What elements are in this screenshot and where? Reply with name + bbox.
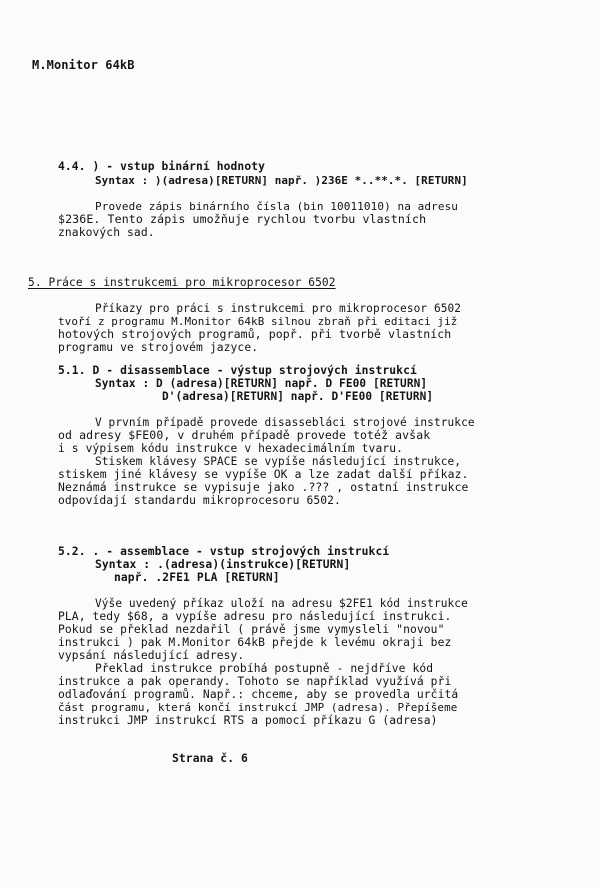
section-4-4-line: Provede zápis binárního čísla (bin 10011010) na adresu <box>95 200 459 213</box>
page-footer: Strana č. 6 <box>172 752 248 765</box>
section-4-4-heading: 4.4. ) - vstup binární hodnoty <box>58 160 266 173</box>
page-header: M.Monitor 64kB <box>32 58 135 72</box>
section-5-intro-line: Příkazy pro práci s instrukcemi pro mikroprocesor 6502 <box>95 302 462 315</box>
section-4-4-line: $236E. Tento zápis umožňuje rychlou tvorbu vlastních <box>58 212 427 226</box>
section-5-2-line: Výše uvedený příkaz uloží na adresu $2FE1 kód instrukce <box>95 597 468 610</box>
section-5-1-syntax: Syntax : D (adresa)[RETURN] např. D FE00 [RETURN] <box>95 377 428 390</box>
section-5-1-line: Neznámá instrukce se vypisuje jako .??? , ostatní instrukce <box>58 480 469 494</box>
section-5-2-line: Pokud se překlad nezdařil ( právě jsme vymysleli "novou" <box>58 623 445 636</box>
section-5-2-line: instrukci ) pak M.Monitor 64kB přejde k levému okraji bez <box>58 636 452 649</box>
section-5-2-syntax: Syntax : .(adresa)(instrukce)[RETURN] <box>95 558 351 571</box>
section-5-1-line: odpovídají standardu mikroprocesoru 6502. <box>58 494 341 507</box>
section-5-intro-line: tvoří z programu M.Monitor 64kB silnou zbraň při editaci již <box>58 315 458 328</box>
section-5-2-line: vypsání následující adresy. <box>58 649 245 662</box>
section-5-title: 5. Práce s instrukcemi pro mikroprocesor 6502 <box>28 276 336 289</box>
section-5-1-line: stiskem jiné klávesy se vypíše OK a lze zadat další příkaz. <box>58 467 469 481</box>
section-5-1-line: V prvním případě provede disassebláci strojové instrukce <box>95 416 475 429</box>
section-5-2-heading: 5.2. . - assemblace - vstup strojových instrukcí <box>58 545 390 558</box>
section-5-1-heading: 5.1. D - disassemblace - výstup strojových instrukcí <box>58 364 417 377</box>
section-5-1-line: Stiskem klávesy SPACE se vypíše následující instrukce, <box>95 455 462 468</box>
section-5-2-line: instrukci JMP instrukcí RTS a pomocí příkazu G (adresa) <box>58 714 438 727</box>
section-5-1-line: i s výpisem kódu instrukce v hexadecimálním tvaru. <box>58 442 404 455</box>
section-5-1-syntax: D'(adresa)[RETURN] např. D'FE00 [RETURN] <box>162 390 434 403</box>
section-5-2-syntax: např. .2FE1 PLA [RETURN] <box>114 571 280 584</box>
section-5-2-line: odlaďování programů. Např.: chceme, aby se provedla určitá <box>58 688 459 701</box>
section-4-4-syntax: Syntax : )(adresa)[RETURN] např. )236E *..**.*. [RETURN] <box>95 174 468 187</box>
section-5-intro-line: programu ve strojovém jazyce. <box>58 341 259 354</box>
section-5-2-line: PLA, tedy $68, a vypíše adresu pro následující instrukci. <box>58 610 452 623</box>
section-5-2-line: část programu, která končí instrukcí JMP (adresa). Přepíšeme <box>58 701 458 714</box>
section-5-2-line: instrukce a pak operandy. Tohoto se například využívá při <box>58 675 452 688</box>
section-5-intro-line: hotových strojových programů, popř. při tvorbě vlastních <box>58 327 452 341</box>
section-4-4-line: znakových sad. <box>58 226 155 239</box>
section-5-1-line: od adresy $FE00, v druhém případě provede totéž avšak <box>58 428 431 442</box>
section-5-2-line: Překlad instrukce probíhá postupně - nejdříve kód <box>95 662 434 675</box>
